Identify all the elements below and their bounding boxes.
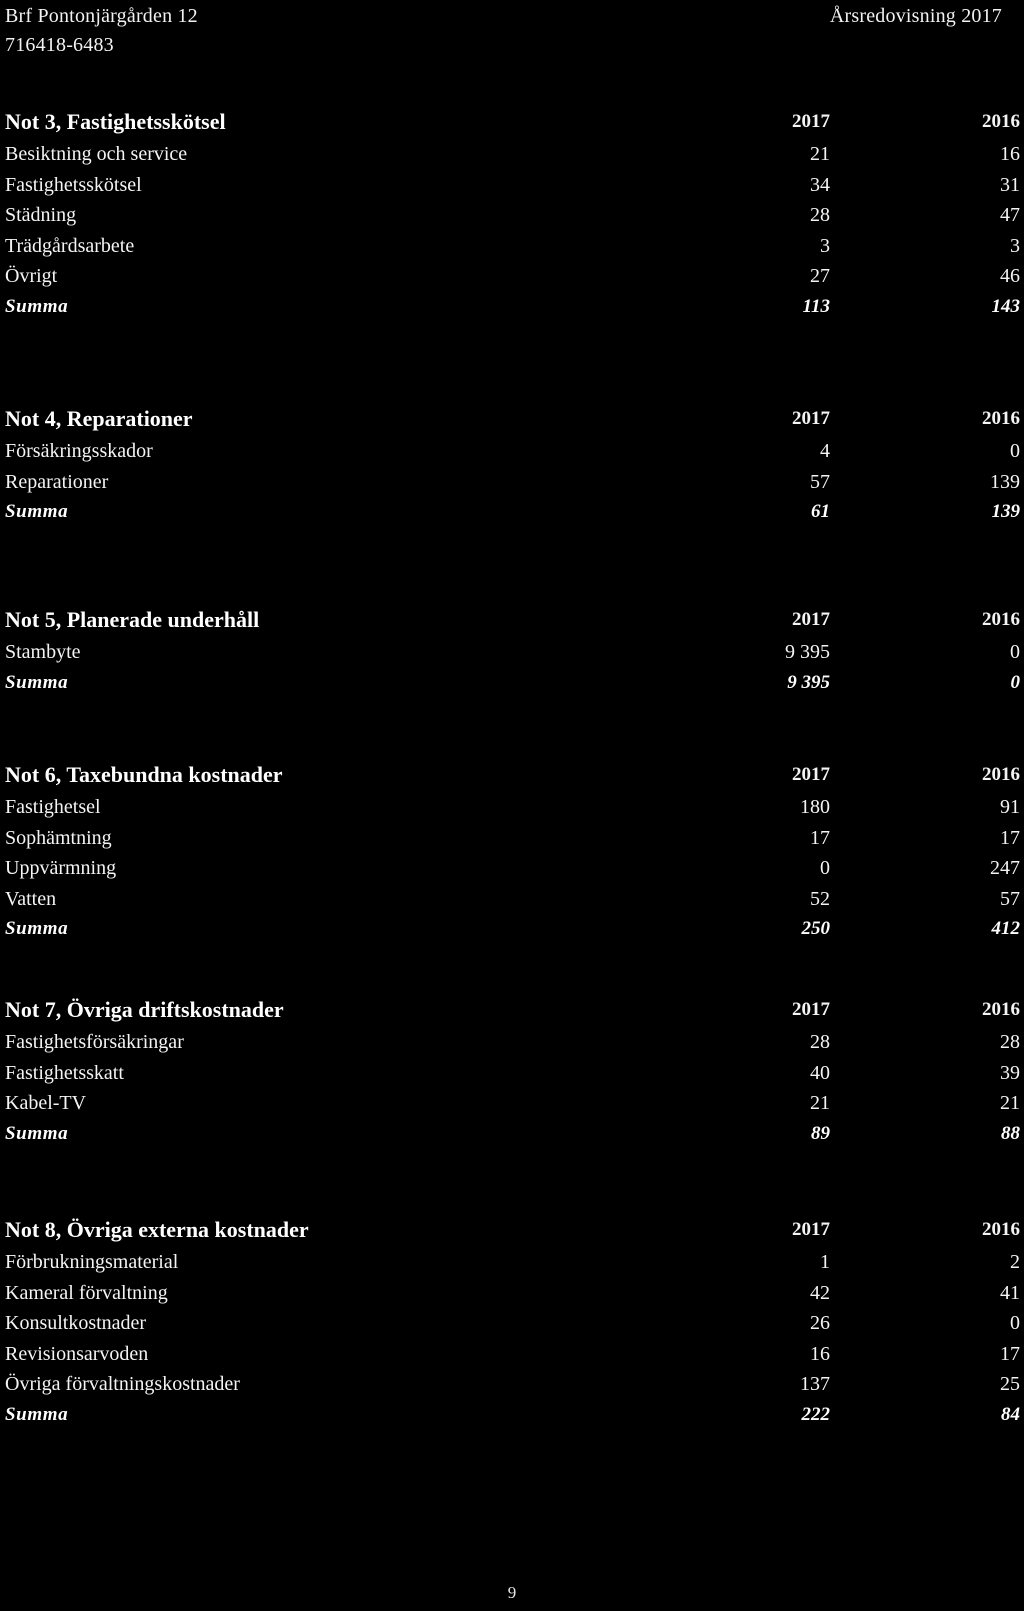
note-header-row xyxy=(5,992,1024,1027)
value-2016: 91 xyxy=(1000,796,1020,818)
table-row xyxy=(5,637,1024,668)
year-2017-header: 2017 xyxy=(792,999,830,1020)
value-2017: 42 xyxy=(810,1281,830,1304)
value-2017: 26 xyxy=(810,1312,830,1334)
sum-2016: 88 xyxy=(1001,1122,1020,1144)
sum-2016: 412 xyxy=(991,918,1020,939)
note-title: Not 5, Planerade underhåll xyxy=(5,607,260,632)
note-title: Not 6, Taxebundna kostnader xyxy=(5,762,283,787)
value-2017: 0 xyxy=(820,857,830,879)
row-label: Kameral förvaltning xyxy=(5,1281,168,1304)
sum-row xyxy=(5,292,1024,323)
sum-2017: 61 xyxy=(811,501,830,522)
table-row xyxy=(5,853,1024,884)
sum-label: Summa xyxy=(5,1122,69,1144)
note-header-row xyxy=(5,602,1024,637)
table-row xyxy=(5,1247,1024,1278)
table-row xyxy=(5,884,1024,915)
sum-2017: 113 xyxy=(802,295,830,317)
note-7-table xyxy=(5,992,1024,1149)
value-2017: 1 xyxy=(820,1251,830,1273)
value-2017: 34 xyxy=(810,173,830,196)
sum-row xyxy=(5,914,1024,945)
organization-number: 716418-6483 xyxy=(5,34,114,56)
value-2016: 139 xyxy=(990,470,1020,493)
value-2016: 39 xyxy=(1000,1061,1020,1084)
value-2016: 46 xyxy=(1000,265,1020,287)
year-2017-header: 2017 xyxy=(792,1219,830,1240)
value-2016: 16 xyxy=(1000,143,1020,165)
value-2016: 25 xyxy=(1000,1373,1020,1395)
sum-2016: 0 xyxy=(1010,671,1020,693)
row-label: Försäkringsskador xyxy=(5,440,153,462)
sum-row xyxy=(5,497,1024,528)
sum-label: Summa xyxy=(5,1403,69,1425)
note-6-table xyxy=(5,757,1024,945)
row-label: Fastighetsskötsel xyxy=(5,173,142,196)
value-2017: 137 xyxy=(800,1373,830,1395)
sum-2016: 143 xyxy=(991,295,1020,317)
sum-2016: 84 xyxy=(1001,1403,1020,1425)
row-label: Reparationer xyxy=(5,470,109,493)
table-row xyxy=(5,1058,1024,1089)
row-label: Fastighetsförsäkringar xyxy=(5,1031,184,1053)
document-title: Årsredovisning 2017 xyxy=(829,5,1002,27)
sum-2017: 222 xyxy=(801,1403,830,1425)
table-row xyxy=(5,200,1024,231)
table-row xyxy=(5,231,1024,262)
row-label: Revisionsarvoden xyxy=(5,1342,149,1365)
value-2016: 28 xyxy=(1000,1031,1020,1053)
sum-row xyxy=(5,1119,1024,1150)
row-label: Trädgårdsarbete xyxy=(5,234,135,257)
sum-row xyxy=(5,1400,1024,1431)
value-2017: 4 xyxy=(820,440,830,462)
row-label: Stambyte xyxy=(5,641,81,663)
page-number: 9 xyxy=(507,1583,517,1602)
year-2017-header: 2017 xyxy=(792,408,830,429)
note-title: Not 7, Övriga driftskostnader xyxy=(5,997,284,1022)
year-2016-header: 2016 xyxy=(982,111,1020,132)
table-row xyxy=(5,1027,1024,1058)
note-5-table xyxy=(5,602,1024,698)
note-header-row xyxy=(5,401,1024,436)
table-row xyxy=(5,1308,1024,1339)
table-row xyxy=(5,1369,1024,1400)
value-2016: 57 xyxy=(1000,887,1020,910)
row-label: Konsultkostnader xyxy=(5,1312,147,1334)
sum-label: Summa xyxy=(5,501,69,522)
value-2016: 2 xyxy=(1010,1251,1020,1273)
value-2016: 17 xyxy=(1000,826,1020,849)
organization-name: Brf Pontonjärgården 12 xyxy=(5,5,198,27)
value-2017: 3 xyxy=(820,234,830,257)
note-title: Not 3, Fastighetsskötsel xyxy=(5,109,226,134)
value-2017: 21 xyxy=(810,143,830,165)
year-2016-header: 2016 xyxy=(982,764,1020,785)
value-2017: 28 xyxy=(810,204,830,226)
note-4-table xyxy=(5,401,1024,528)
value-2016: 17 xyxy=(1000,1342,1020,1365)
table-row xyxy=(5,436,1024,467)
sum-2017: 89 xyxy=(811,1122,830,1144)
row-label: Vatten xyxy=(5,887,57,910)
table-row xyxy=(5,1339,1024,1370)
value-2016: 41 xyxy=(1000,1281,1020,1304)
value-2017: 27 xyxy=(810,265,830,287)
value-2016: 0 xyxy=(1010,440,1020,462)
row-label: Sophämtning xyxy=(5,826,112,849)
sum-2017: 9 395 xyxy=(787,671,830,693)
row-label: Uppvärmning xyxy=(5,857,117,879)
value-2017: 16 xyxy=(810,1342,830,1365)
table-row xyxy=(5,1278,1024,1309)
value-2017: 40 xyxy=(810,1061,830,1084)
sum-label: Summa xyxy=(5,918,69,939)
value-2016: 47 xyxy=(1000,204,1020,226)
value-2016: 31 xyxy=(1000,173,1020,196)
row-label: Fastighetsskatt xyxy=(5,1061,124,1084)
note-header-row xyxy=(5,757,1024,792)
sum-label: Summa xyxy=(5,671,69,693)
row-label: Övrigt xyxy=(5,265,58,287)
table-row xyxy=(5,170,1024,201)
value-2017: 17 xyxy=(810,826,830,849)
note-header-row xyxy=(5,104,1024,139)
value-2017: 57 xyxy=(810,470,830,493)
note-title: Not 8, Övriga externa kostnader xyxy=(5,1217,309,1242)
year-2017-header: 2017 xyxy=(792,609,830,630)
year-2017-header: 2017 xyxy=(792,111,830,132)
note-header-row xyxy=(5,1212,1024,1247)
value-2016: 21 xyxy=(1000,1092,1020,1114)
value-2017: 21 xyxy=(810,1092,830,1114)
sum-2017: 250 xyxy=(801,918,830,939)
value-2017: 28 xyxy=(810,1031,830,1053)
table-row xyxy=(5,1088,1024,1119)
table-row xyxy=(5,139,1024,170)
value-2016: 0 xyxy=(1010,1312,1020,1334)
row-label: Fastighetsel xyxy=(5,796,101,818)
row-label: Kabel-TV xyxy=(5,1092,87,1114)
row-label: Övriga förvaltningskostnader xyxy=(5,1373,240,1395)
table-row xyxy=(5,823,1024,854)
value-2016: 3 xyxy=(1010,234,1020,257)
value-2016: 247 xyxy=(990,857,1020,879)
year-2016-header: 2016 xyxy=(982,1219,1020,1240)
year-2016-header: 2016 xyxy=(982,999,1020,1020)
table-row xyxy=(5,261,1024,292)
year-2017-header: 2017 xyxy=(792,764,830,785)
row-label: Städning xyxy=(5,204,77,226)
sum-label: Summa xyxy=(5,295,69,317)
value-2017: 9 395 xyxy=(785,641,830,663)
sum-row xyxy=(5,668,1024,699)
value-2017: 180 xyxy=(800,796,830,818)
sum-2016: 139 xyxy=(991,501,1020,522)
note-8-table xyxy=(5,1212,1024,1430)
row-label: Besiktning och service xyxy=(5,143,188,165)
table-row xyxy=(5,792,1024,823)
row-label: Förbrukningsmaterial xyxy=(5,1251,179,1273)
year-2016-header: 2016 xyxy=(982,408,1020,429)
note-title: Not 4, Reparationer xyxy=(5,406,193,431)
table-row xyxy=(5,467,1024,498)
year-2016-header: 2016 xyxy=(982,609,1020,630)
value-2016: 0 xyxy=(1010,641,1020,663)
note-3-table xyxy=(5,104,1024,322)
value-2017: 52 xyxy=(810,887,830,910)
